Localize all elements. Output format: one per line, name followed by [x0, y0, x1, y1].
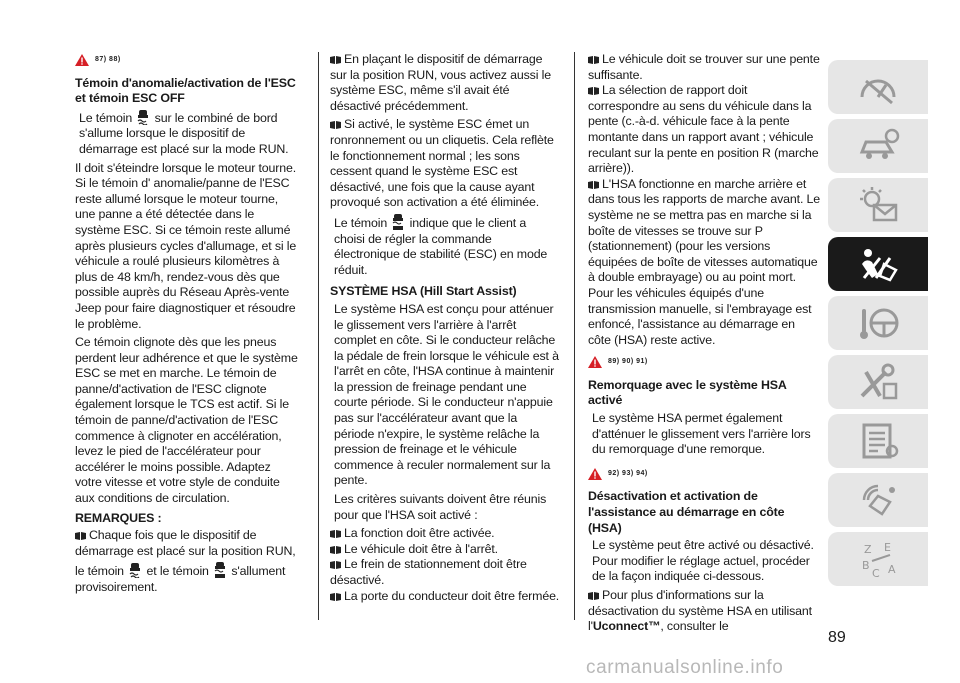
remark-1: Chaque fois que le dispositif de démarrage est placé sur la position RUN, [75, 528, 296, 558]
tab-car-info[interactable] [828, 119, 928, 173]
book-icon [330, 56, 341, 64]
page-number: 89 [828, 629, 846, 646]
bullet-run: En plaçant le dispositif de démarrage sur la position RUN, vous activez aussi le système ESC, même s'il avait été désactivé précédemment. [330, 52, 551, 113]
warning-references [588, 466, 820, 482]
warning-refs-text: 92) 93) 94) [608, 469, 648, 477]
index-icon [856, 539, 900, 579]
warning-triangle-icon [588, 356, 602, 368]
esc-warning-icon [128, 562, 142, 578]
book-icon [588, 87, 599, 95]
warning-triangle-icon [588, 468, 602, 480]
bullet-sound: Si activé, le système ESC émet un ronronnement ou un cliquetis. Cela reflète le fonctionnement normal ; les sons cessent quand le système ESC est désactivé, une fois que la cause ayant provoqué son activation a été éliminée. [330, 117, 554, 210]
criteria-3: Le frein de stationnement doit être désactivé. [330, 557, 527, 587]
remarques-heading: REMARQUES : [75, 510, 162, 525]
towing-para: Le système HSA permet également d'atténuer le glissement vers l'arrière lors du remorquage d'une remorque. [592, 411, 811, 457]
towing-heading: Remorquage avec le système HSA activé [588, 377, 787, 408]
warning-references [75, 52, 299, 68]
svg-text:B: B [862, 559, 870, 572]
svg-text:Z: Z [864, 543, 872, 556]
book-icon [75, 532, 86, 540]
column-divider [574, 52, 575, 620]
esc-warning-icon [136, 109, 150, 125]
column-divider [318, 52, 319, 620]
svg-text:A: A [888, 563, 896, 576]
esc-para-3: Ce témoin clignote dès que les pneus perdent leur adhérence et que le système ESC se met en marche. Le témoin de panne/d'activation de l'ESC clignote également lorsque le TCS est actif. Si le témoin de panne/d'activation de l'ESC commence à clignoter en accélération, levez le pied de l'accélérateur pour accélérer le moins possible. Adaptez votre vitesse et votre style de conduite aux conditions de circulation. [75, 335, 298, 506]
bullet-uconnect: Pour plus d'informations sur la désactivation du système HSA en utilisant l'Uconnect™, consulter le [588, 588, 812, 634]
criteria-4: La porte du conducteur doit être fermée. [330, 589, 560, 605]
tab-steering[interactable] [828, 296, 928, 350]
column-1 [75, 52, 299, 599]
esc-para-2: Il doit s'éteindre lorsque le moteur tourne. Si le témoin d' anomalie/panne de l'ESC reste allumé lorsque le moteur tourne, une panne a été détectée dans le système ESC. Si ce témoin reste allumé après plusieurs cycles d'allumage, et si le véhicule a roulé plusieurs kilomètres à plus de 48 km/h, rendez-vous dès que possible auprès du Réseau Après-vente Jeep pour faire diagnostiquer et résoudre le problème. [75, 160, 297, 331]
criteria-6: La sélection de rapport doit correspondre au sens du véhicule dans la pente (c.-à-d. véhicule face à la pente montante dans un rapport avant ; véhicule reculant sur la pente en position R (marche arrière)). [588, 83, 819, 176]
book-icon [588, 181, 599, 189]
tab-index[interactable] [828, 532, 928, 586]
watermark: carmanualsonline.info [586, 657, 784, 678]
column-2 [330, 52, 560, 607]
esc-para-1: Le témoin sur le combiné de bord s'allume lorsque le dispositif de démarrage est placé sur la mode RUN. [79, 110, 289, 156]
warning-refs-text: 87) 88) [95, 56, 121, 63]
lights-icon [856, 185, 900, 225]
esc-off-icon [213, 562, 227, 578]
service-icon [856, 421, 900, 461]
steering-icon [856, 303, 900, 343]
svg-text:E: E [884, 541, 891, 554]
tab-lights[interactable] [828, 178, 928, 232]
criteria-1: La fonction doit être activée. [330, 526, 560, 542]
criteria-7: L'HSA fonctionne en marche arrière et dans tous les rapports de marche avant. Le système ne se mettra pas en marche si la boîte de vitesses se trouve sur P (stationnement) (pour les versions équipées de boîte de vitesses automatique à double embrayage) ou au point mort. Pour les véhicules équipés d'une transmission manuelle, si l'embrayage est enfoncé, l'assistance au démarrage en côte (HSA) reste active. [588, 176, 821, 347]
safety-icon [856, 244, 900, 284]
book-icon [588, 592, 599, 600]
criteria-5: Le véhicule doit se trouver sur une pente suffisante. [588, 52, 820, 82]
esc-off-para: Le témoin indique que le client a choisi de régler la commande électronique de stabilité (ESC) en mode réduit. [334, 215, 548, 277]
tools-icon [856, 362, 900, 402]
book-icon [330, 530, 341, 538]
dashboard-icon [856, 67, 900, 107]
hsa-deactivation-para: Le système peut être activé ou désactivé. Pour modifier le réglage actuel, procéder de la façon indiquée ci-dessous. [592, 538, 814, 584]
hsa-deactivation-heading: Désactivation et activation de l'assistance au démarrage en côte (HSA) [588, 489, 785, 535]
esc-off-icon [391, 214, 405, 230]
column-3 [588, 52, 820, 638]
tab-dashboard[interactable] [828, 60, 928, 114]
chapter-tabs [828, 60, 960, 591]
book-icon [588, 56, 599, 64]
book-icon [330, 546, 341, 554]
book-icon [330, 121, 341, 129]
svg-text:C: C [872, 567, 880, 579]
criteria-2: Le véhicule doit être à l'arrêt. [330, 542, 560, 558]
tab-multimedia[interactable] [828, 473, 928, 527]
book-icon [330, 593, 341, 601]
multimedia-icon [856, 480, 900, 520]
tab-tools[interactable] [828, 355, 928, 409]
hsa-para: Le système HSA est conçu pour atténuer le glissement vers l'arrière à l'arrêt complet en côte. Si le conducteur relâche la pédale de frein lorsque le véhicule est à l'arrêt en côte, l'HSA continue à maintenir la pression de freinage pendant une courte période. Si le conducteur n'appuie pas sur l'accélérateur avant que la période n'expire, le système relâche la pression de freinage et le véhicule commence à reculer normalement sur la pente. [334, 301, 559, 488]
warning-references [588, 354, 820, 370]
tab-service[interactable] [828, 414, 928, 468]
remark-2: le témoin et le témoin s'allument provisoirement. [75, 564, 286, 594]
warning-refs-text: 89) 90) 91) [608, 358, 648, 366]
tab-safety[interactable] [828, 237, 928, 291]
warning-triangle-icon [75, 54, 89, 66]
hsa-heading: SYSTÈME HSA (Hill Start Assist) [330, 284, 517, 299]
book-icon [330, 561, 341, 569]
hsa-criteria-intro: Les critères suivants doivent être réunis pour que l'HSA soit activé : [334, 492, 547, 522]
esc-heading: Témoin d'anomalie/activation de l'ESC et témoin ESC OFF [75, 75, 296, 106]
car-info-icon [856, 126, 900, 166]
